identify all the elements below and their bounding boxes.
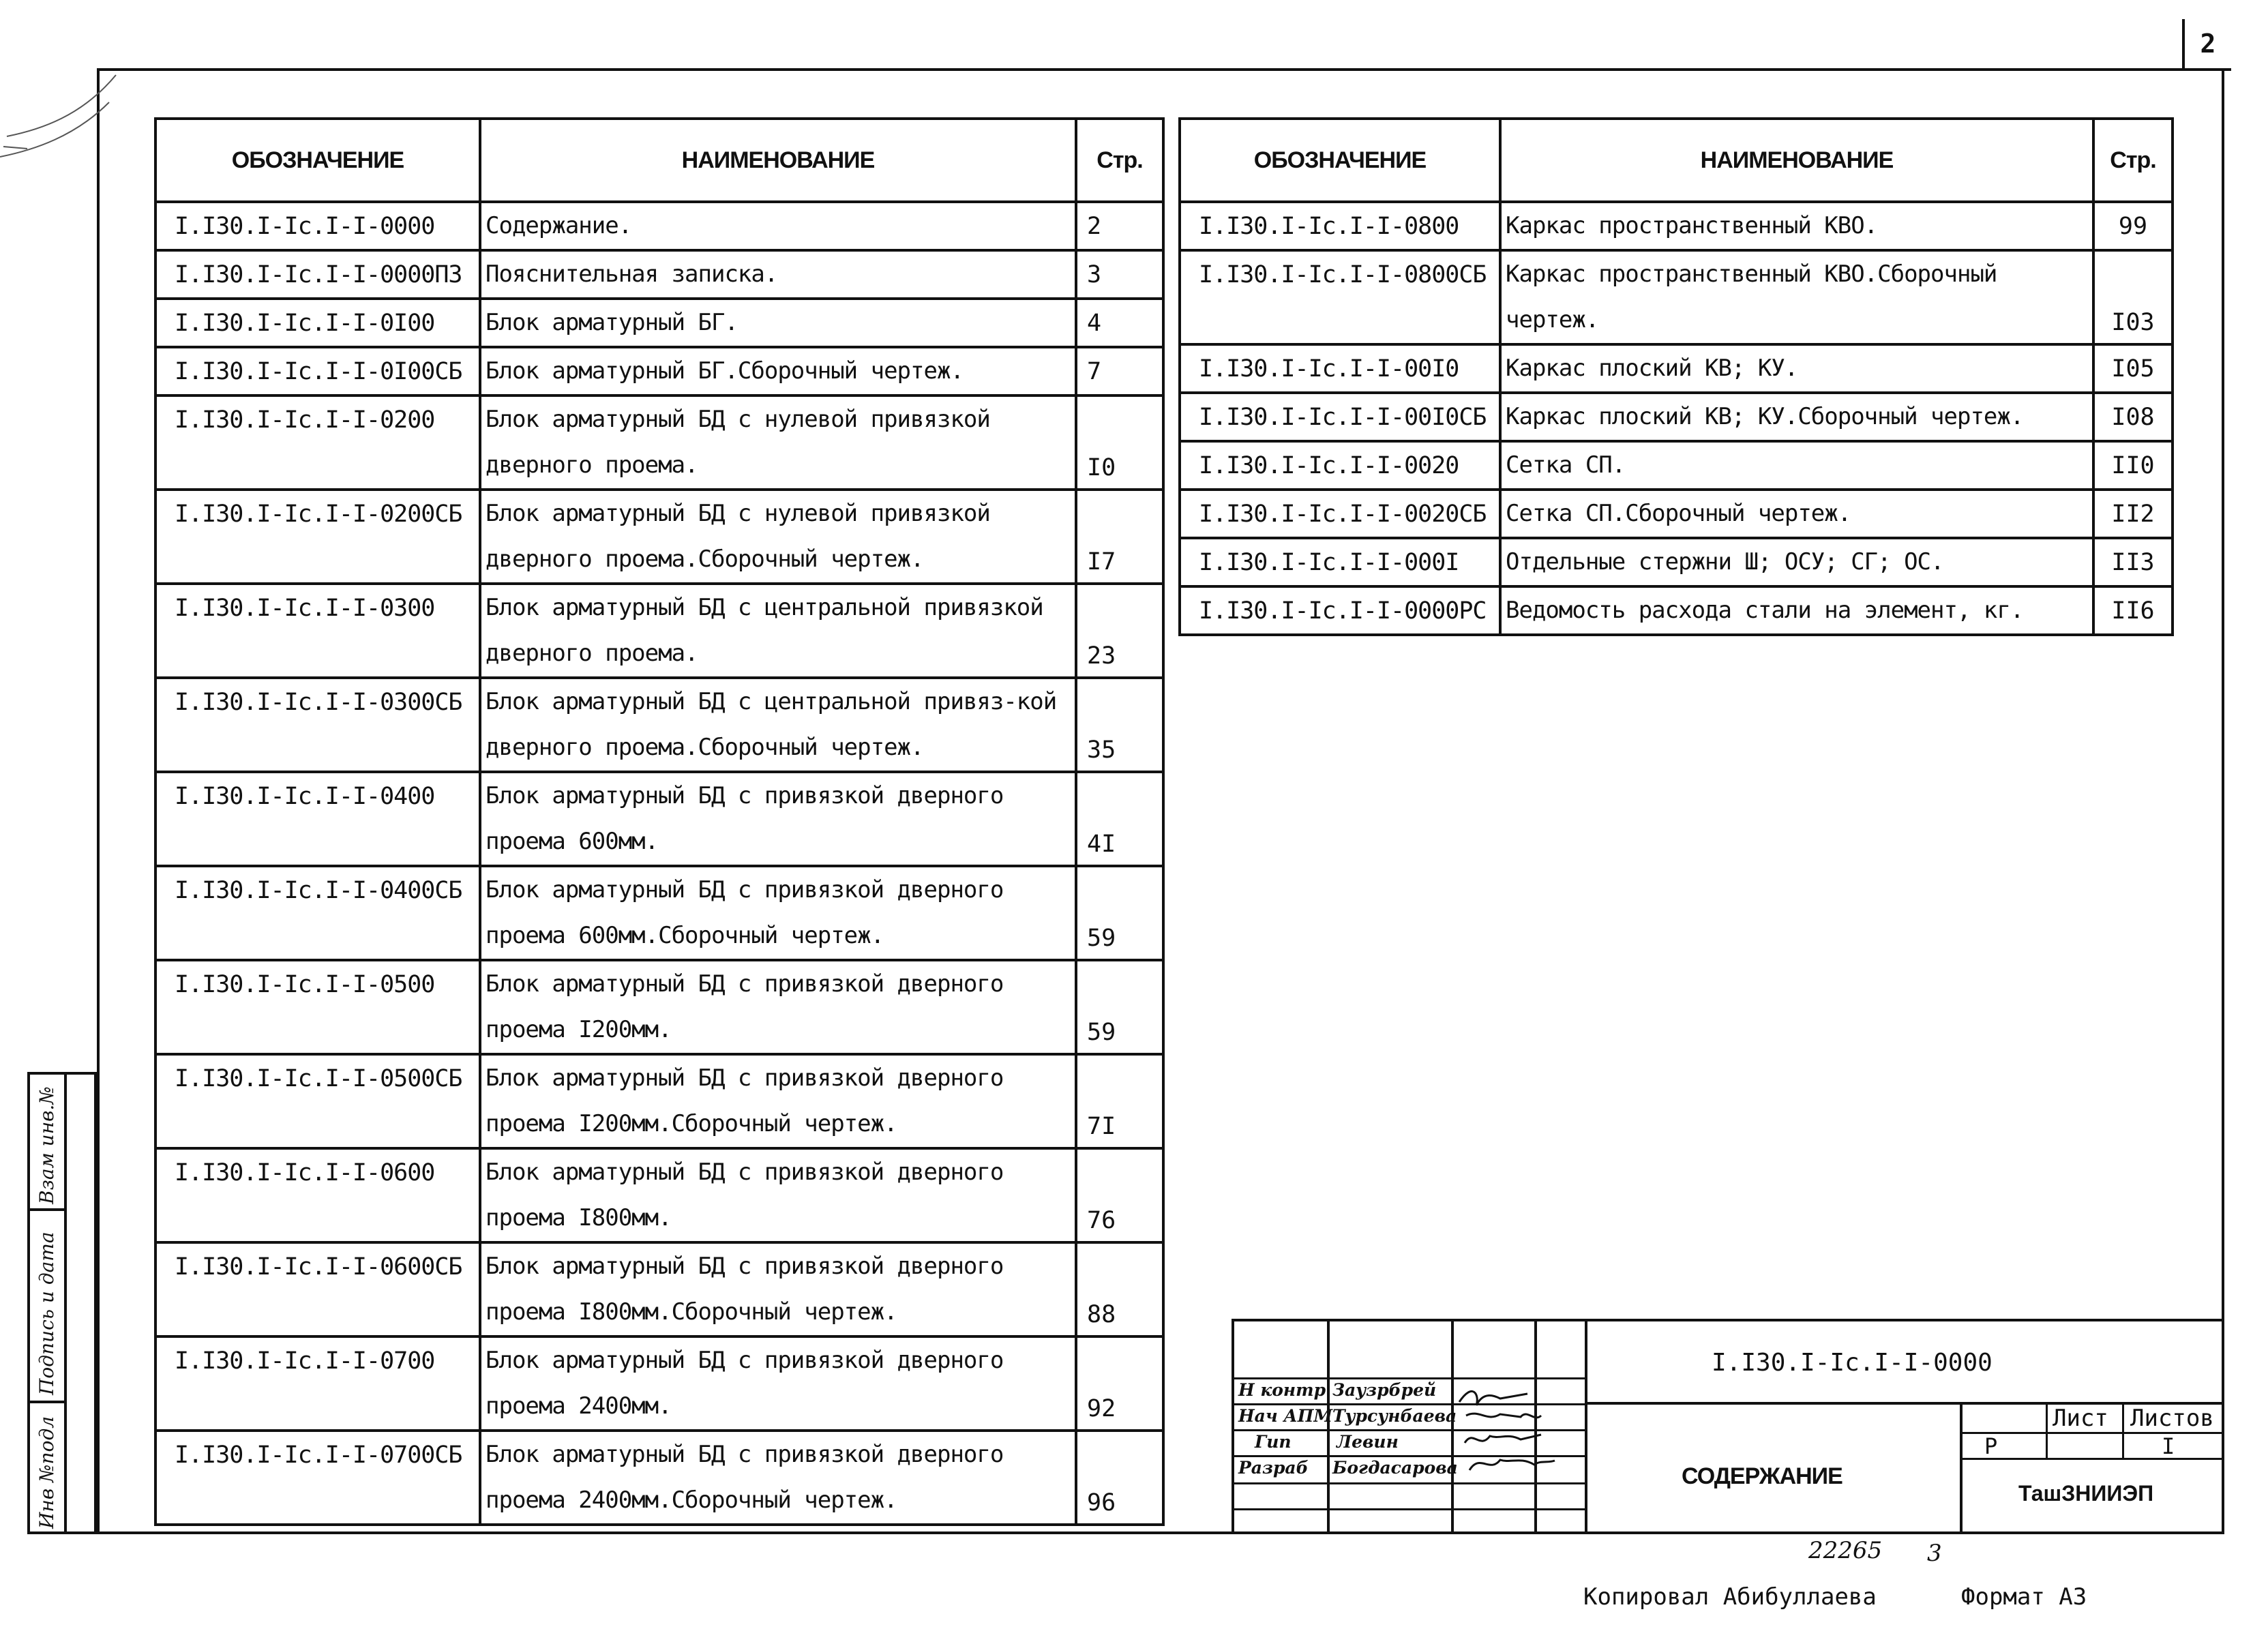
stamp-inv-original: Инв №подл <box>35 1416 58 1529</box>
table-row <box>155 866 1163 960</box>
header-page: Стр. <box>2093 119 2173 202</box>
row-name: Блок арматурный БД с нулевой привязкой дверного проема.Сборочный чертеж. <box>480 490 1076 584</box>
name-chief-engineer: Левин <box>1337 1432 1399 1452</box>
table-row <box>1180 490 2173 538</box>
row-designation: I.I30.I-Ic.I-I-00I0СБ <box>1180 393 1500 441</box>
table-row <box>155 202 1163 250</box>
row-designation: I.I30.I-Ic.I-I-0I00 <box>155 299 480 347</box>
row-name: Пояснительная записка. <box>480 250 1076 299</box>
table-row <box>1180 202 2173 250</box>
table-row <box>155 1431 1163 1525</box>
table-row <box>155 772 1163 866</box>
row-page: 35 <box>1076 678 1163 772</box>
header-designation: ОБОЗНАЧЕНИЕ <box>155 119 480 202</box>
role-chief-engineer: Гип <box>1255 1432 1292 1452</box>
sheets-total: I <box>2162 1433 2175 1459</box>
row-page: I05 <box>2093 344 2173 393</box>
header-page: Стр. <box>1076 119 1163 202</box>
sheets-label: Листов <box>2130 1405 2214 1432</box>
row-page: 7I <box>1076 1054 1163 1148</box>
row-page: II6 <box>2093 586 2173 635</box>
row-name: Сетка СП. <box>1500 441 2093 490</box>
table-row <box>155 1242 1163 1336</box>
archive-number: 22265 <box>1808 1537 1883 1564</box>
stage: Р <box>1984 1433 1998 1459</box>
table-row <box>155 1336 1163 1431</box>
row-designation: I.I30.I-Ic.I-I-0000РС <box>1180 586 1500 635</box>
row-page: 2 <box>1076 202 1163 250</box>
stamp-cell-inv-original <box>30 1403 64 1534</box>
row-page: 7 <box>1076 347 1163 395</box>
left-contents-table <box>154 117 1165 1526</box>
row-page: 76 <box>1076 1148 1163 1242</box>
row-page: 23 <box>1076 584 1163 678</box>
row-name: Блок арматурный БД с привязкой дверного проема I200мм. <box>480 960 1076 1054</box>
row-designation: I.I30.I-Ic.I-I-0400СБ <box>155 866 480 960</box>
table-row <box>155 395 1163 490</box>
table-row <box>1180 393 2173 441</box>
row-name: Блок арматурный БД с привязкой дверного проема 600мм.Сборочный чертеж. <box>480 866 1076 960</box>
row-name: Блок арматурный БД с центральной привязкой дверного проема. <box>480 584 1076 678</box>
table-row <box>155 347 1163 395</box>
header-name: НАИМЕНОВАНИЕ <box>1500 119 2093 202</box>
row-name: Блок арматурный БГ. <box>480 299 1076 347</box>
corner-scribble <box>0 61 123 170</box>
row-name: Каркас плоский КВ; КУ. <box>1500 344 2093 393</box>
table-row <box>155 250 1163 299</box>
row-name: Блок арматурный БД с привязкой дверного проема I200мм.Сборочный чертеж. <box>480 1054 1076 1148</box>
table-row <box>155 678 1163 772</box>
row-page: 96 <box>1076 1431 1163 1525</box>
table-row <box>1180 538 2173 586</box>
row-name: Блок арматурный БД с центральной привяз-кой дверного проема.Сборочный чертеж. <box>480 678 1076 772</box>
name-developer: Богдасарова <box>1332 1458 1458 1478</box>
row-page: I7 <box>1076 490 1163 584</box>
row-designation: I.I30.I-Ic.I-I-0800СБ <box>1180 250 1500 344</box>
role-developer: Разраб <box>1238 1458 1309 1478</box>
row-designation: I.I30.I-Ic.I-I-0400 <box>155 772 480 866</box>
row-designation: I.I30.I-Ic.I-I-0300 <box>155 584 480 678</box>
row-designation: I.I30.I-Ic.I-I-00I0 <box>1180 344 1500 393</box>
row-name: Содержание. <box>480 202 1076 250</box>
row-name: Блок арматурный БД с привязкой дверного проема I800мм.Сборочный чертеж. <box>480 1242 1076 1336</box>
signatures <box>1452 1375 1582 1484</box>
document-title: СОДЕРЖАНИЕ <box>1682 1463 1842 1489</box>
table-row <box>155 1054 1163 1148</box>
row-designation: I.I30.I-Ic.I-I-000I <box>1180 538 1500 586</box>
stamp-cell-inv-replacement <box>30 1075 64 1211</box>
archive-sheet: 3 <box>1927 1540 1942 1567</box>
table-row <box>155 584 1163 678</box>
row-page: II3 <box>2093 538 2173 586</box>
row-name: Каркас пространственный КВО. <box>1500 202 2093 250</box>
sheet-number: 2 <box>2182 19 2231 71</box>
row-page: 92 <box>1076 1336 1163 1431</box>
row-designation: I.I30.I-Ic.I-I-0000ПЗ <box>155 250 480 299</box>
row-designation: I.I30.I-Ic.I-I-0600СБ <box>155 1242 480 1336</box>
stamp-cell-signature-date <box>30 1211 64 1403</box>
format: Формат А3 <box>1961 1583 2087 1611</box>
row-page: 4I <box>1076 772 1163 866</box>
table-row <box>155 1148 1163 1242</box>
row-page: I0 <box>1076 395 1163 490</box>
stamp-signature-date: Подпись и дата <box>35 1231 58 1395</box>
row-page: 59 <box>1076 960 1163 1054</box>
row-name: Блок арматурный БД с привязкой дверного проема 2400мм.Сборочный чертеж. <box>480 1431 1076 1525</box>
right-contents-table <box>1178 117 2174 636</box>
table-row <box>1180 344 2173 393</box>
row-designation: I.I30.I-Ic.I-I-0800 <box>1180 202 1500 250</box>
sheet-label: Лист <box>2053 1405 2108 1432</box>
row-designation: I.I30.I-Ic.I-I-0700 <box>155 1336 480 1431</box>
header-name: НАИМЕНОВАНИЕ <box>480 119 1076 202</box>
row-page: 88 <box>1076 1242 1163 1336</box>
row-name: Блок арматурный БГ.Сборочный чертеж. <box>480 347 1076 395</box>
role-norm-control: Н контр <box>1238 1380 1326 1400</box>
side-stamp <box>27 1072 97 1534</box>
table-row <box>155 490 1163 584</box>
row-designation: I.I30.I-Ic.I-I-0000 <box>155 202 480 250</box>
row-name: Отдельные стержни Ш; ОСУ; СГ; ОС. <box>1500 538 2093 586</box>
row-page: 3 <box>1076 250 1163 299</box>
role-head-apm: Нач АПМ <box>1238 1406 1333 1426</box>
row-name: Каркас пространственный КВО.Сборочный чертеж. <box>1500 250 2093 344</box>
row-designation: I.I30.I-Ic.I-I-0200СБ <box>155 490 480 584</box>
row-designation: I.I30.I-Ic.I-I-0020 <box>1180 441 1500 490</box>
row-name: Ведомость расхода стали на элемент, кг. <box>1500 586 2093 635</box>
title-block <box>1232 1319 2224 1534</box>
stamp-inv-replacement: Взам инв.№ <box>35 1086 58 1204</box>
row-page: II0 <box>2093 441 2173 490</box>
copied-by: Копировал Абибуллаева <box>1583 1583 1877 1611</box>
row-page: 59 <box>1076 866 1163 960</box>
row-designation: I.I30.I-Ic.I-I-0500 <box>155 960 480 1054</box>
row-designation: I.I30.I-Ic.I-I-0600 <box>155 1148 480 1242</box>
row-designation: I.I30.I-Ic.I-I-0700СБ <box>155 1431 480 1525</box>
name-head-apm: Турсунбаева <box>1332 1406 1457 1426</box>
row-name: Блок арматурный БД с привязкой дверного проема 2400мм. <box>480 1336 1076 1431</box>
row-designation: I.I30.I-Ic.I-I-0200 <box>155 395 480 490</box>
row-designation: I.I30.I-Ic.I-I-0I00СБ <box>155 347 480 395</box>
table-row <box>1180 250 2173 344</box>
document-code: I.I30.I-Ic.I-I-0000 <box>1712 1349 1993 1377</box>
table-row <box>1180 586 2173 635</box>
row-designation: I.I30.I-Ic.I-I-0020СБ <box>1180 490 1500 538</box>
header-designation: ОБОЗНАЧЕНИЕ <box>1180 119 1500 202</box>
row-name: Сетка СП.Сборочный чертеж. <box>1500 490 2093 538</box>
table-row <box>155 299 1163 347</box>
row-designation: I.I30.I-Ic.I-I-0500СБ <box>155 1054 480 1148</box>
table-row <box>155 960 1163 1054</box>
row-page: I08 <box>2093 393 2173 441</box>
organization: ТашЗНИИЭП <box>2018 1481 2154 1506</box>
row-name: Блок арматурный БД с нулевой привязкой дверного проема. <box>480 395 1076 490</box>
row-page: II2 <box>2093 490 2173 538</box>
row-name: Каркас плоский КВ; КУ.Сборочный чертеж. <box>1500 393 2093 441</box>
row-designation: I.I30.I-Ic.I-I-0300СБ <box>155 678 480 772</box>
name-norm-control: Заузрбрей <box>1332 1380 1437 1400</box>
table-row <box>1180 441 2173 490</box>
row-page: 99 <box>2093 202 2173 250</box>
row-page: 4 <box>1076 299 1163 347</box>
row-page: I03 <box>2093 250 2173 344</box>
row-name: Блок арматурный БД с привязкой дверного проема I800мм. <box>480 1148 1076 1242</box>
row-name: Блок арматурный БД с привязкой дверного проема 600мм. <box>480 772 1076 866</box>
